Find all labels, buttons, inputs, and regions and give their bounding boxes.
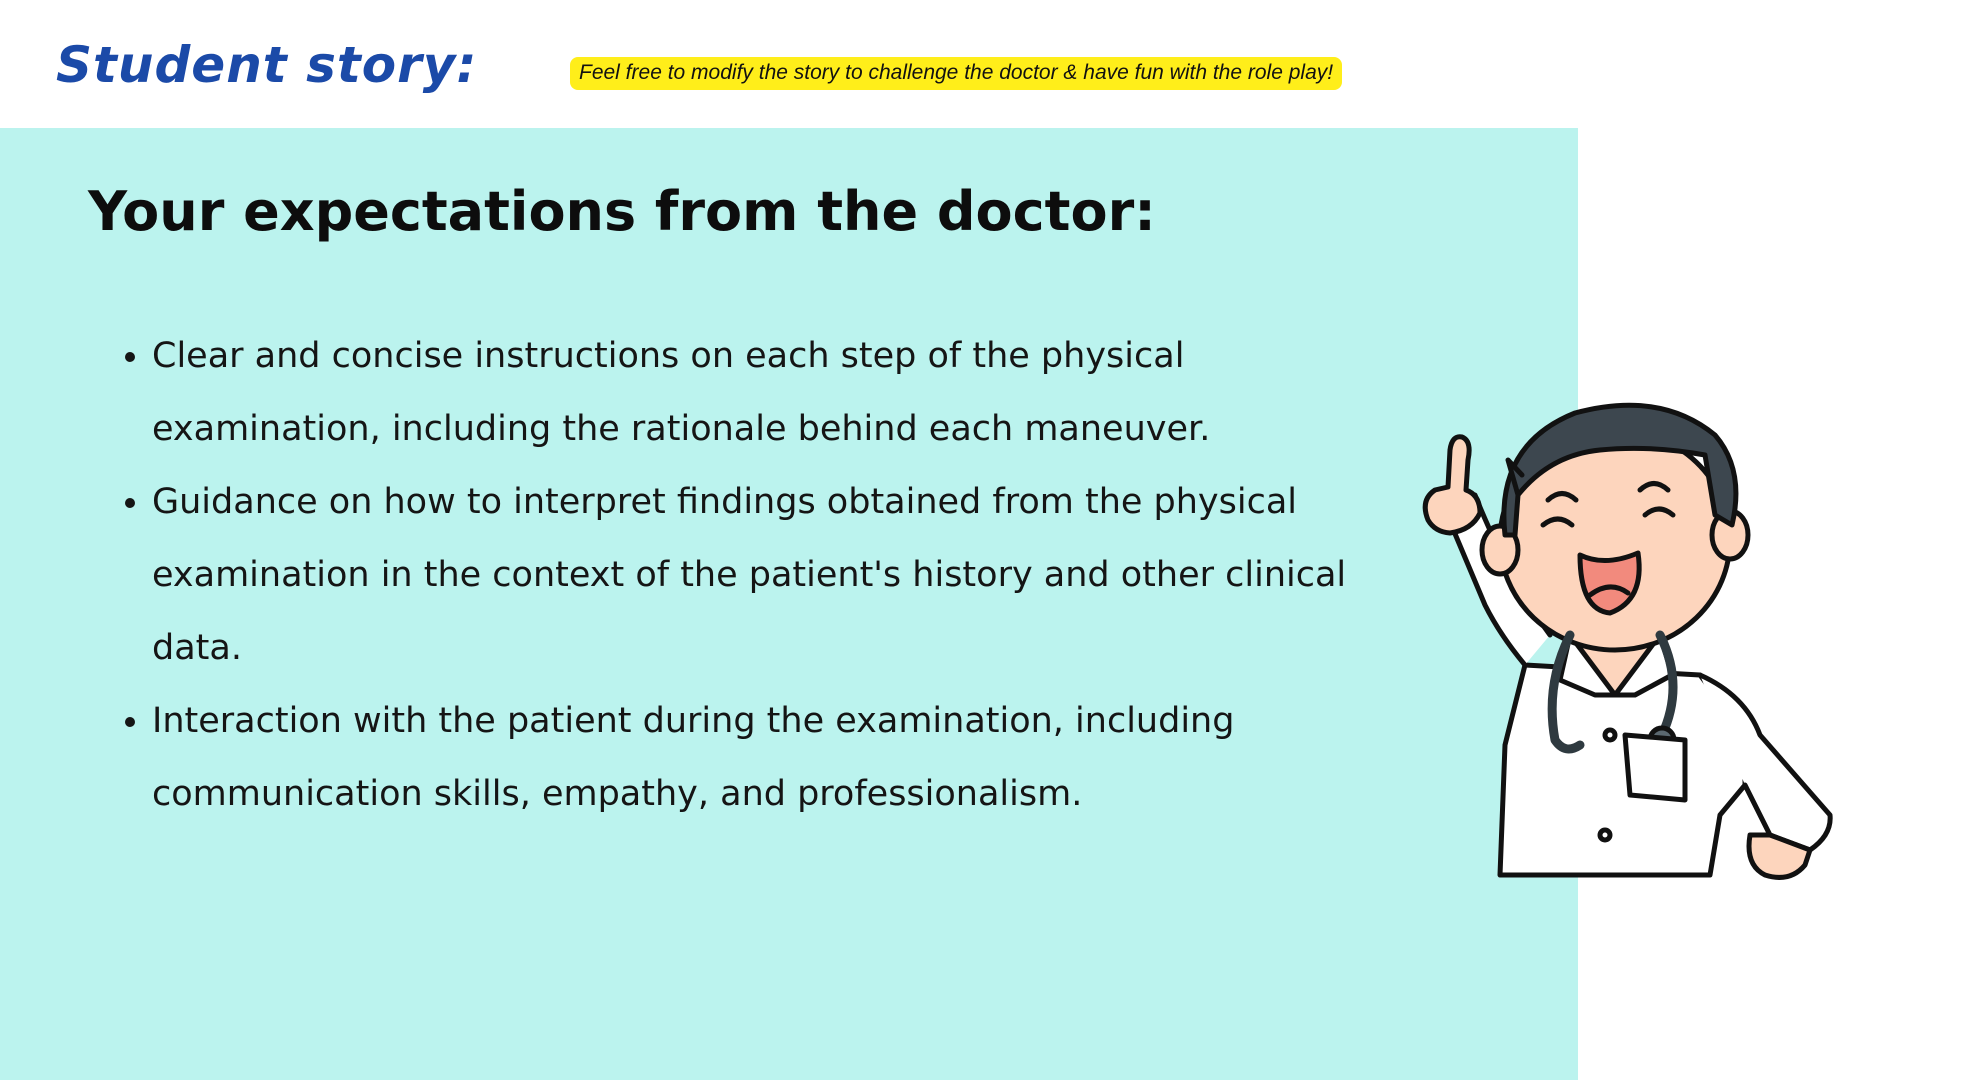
- expectations-list: [96, 320, 1372, 831]
- doctor-pointing-up-icon: [1400, 395, 1850, 895]
- list-item: • Clear and concise instructions on each step of the physical examination, including the rationale behind each maneuver.: [152, 320, 1372, 466]
- content-panel: [0, 128, 1578, 1080]
- list-item: • Guidance on how to interpret findings obtained from the physical examination in the context of the patient's history and other clinical data.: [152, 466, 1372, 685]
- panel-heading: Your expectations from the doctor:: [88, 180, 1156, 243]
- list-item: • Interaction with the patient during the examination, including communication skills, empathy, and professionalism.: [152, 685, 1372, 831]
- highlight-note: Feel free to modify the story to challenge the doctor & have fun with the role play!: [570, 57, 1342, 90]
- page-title: Student story:: [56, 36, 478, 94]
